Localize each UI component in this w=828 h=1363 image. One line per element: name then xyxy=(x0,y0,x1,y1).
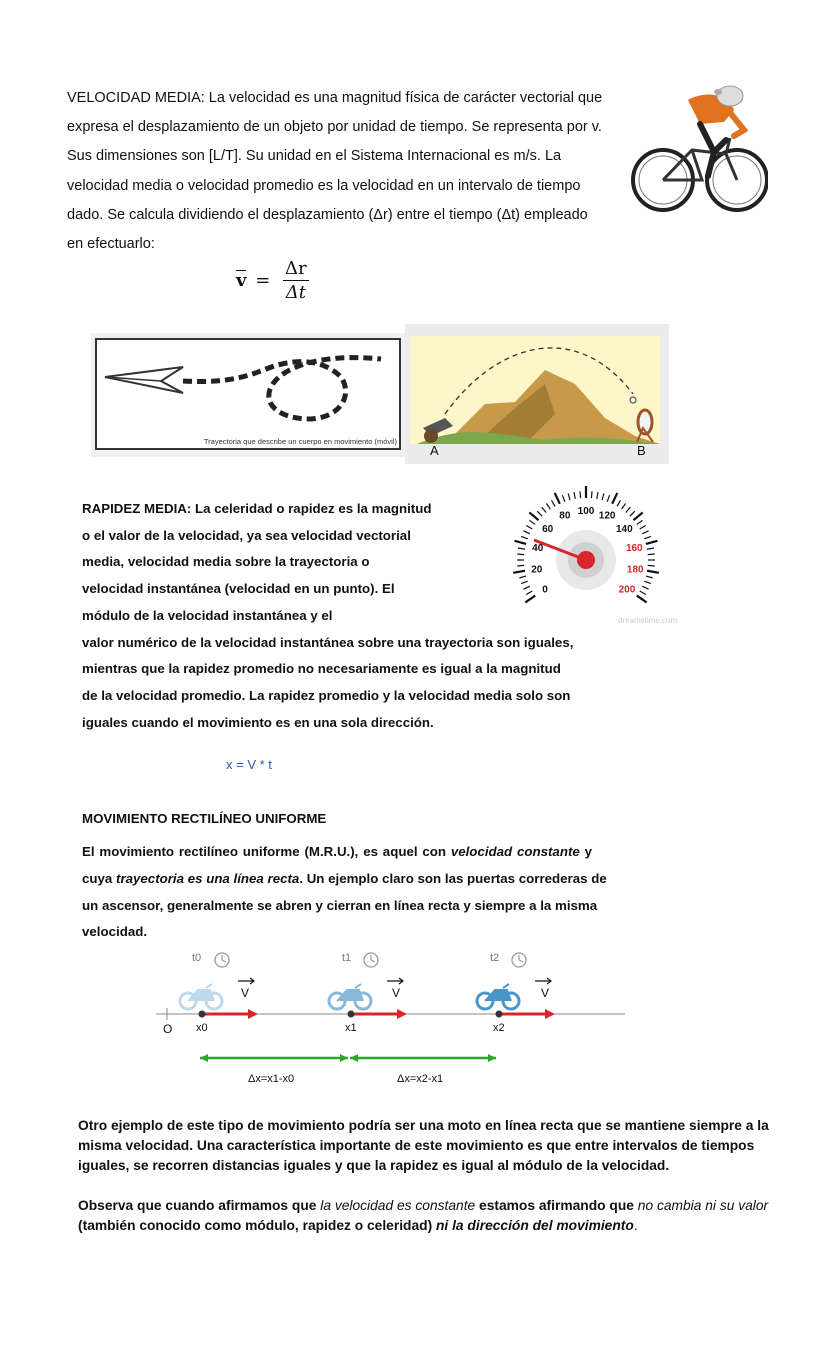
time-label-t0: t0 xyxy=(192,952,202,964)
cyclist-illustration xyxy=(630,80,768,220)
mru-paragraph xyxy=(82,839,607,946)
text-fragment: . Un ejemplo claro son las puertas correderas de xyxy=(299,870,607,886)
projectile-figure xyxy=(405,324,669,464)
speedometer-tick xyxy=(642,531,648,534)
clock-hands-icon xyxy=(519,955,523,962)
speedometer-label: 140 xyxy=(615,523,633,535)
text-fragment: y xyxy=(579,844,592,859)
velocity-label: V xyxy=(392,986,401,1000)
mru-diagram xyxy=(150,946,630,1096)
text-line: RAPIDEZ MEDIA: La celeridad o rapidez es la magnitud xyxy=(82,501,432,516)
text-line: VELOCIDAD MEDIA: La velocidad es una magnitud física de carácter vectorial que xyxy=(67,90,603,106)
position-label-x1: x1 xyxy=(345,1022,357,1034)
rapidez-media-paragraph xyxy=(82,496,573,736)
formula-numerator: Δr xyxy=(285,258,307,279)
text-line: Otro ejemplo de este tipo de movimiento podría ser una moto en línea recta que se mantiene siempre a la xyxy=(78,1118,769,1133)
speedometer-label: 120 xyxy=(598,510,616,522)
speedometer-watermark: dreamstime.com xyxy=(618,616,678,625)
speedometer-tick xyxy=(646,576,653,578)
speedometer-tick xyxy=(607,495,609,502)
text-fragment: (también conocido como módulo, rapidez o celeridad) xyxy=(78,1218,436,1233)
moto-icon xyxy=(329,984,371,1009)
text-fragment-italic: la velocidad es constante xyxy=(320,1198,476,1213)
speedometer-label: 80 xyxy=(559,510,571,522)
text-line: iguales cuando el movimiento es en una sola dirección. xyxy=(82,714,434,730)
formula-lhs: v xyxy=(236,270,247,291)
speedometer-label: 200 xyxy=(618,584,636,596)
speedometer-tick xyxy=(633,512,642,520)
trajectory-figure xyxy=(91,333,405,457)
speedometer-tick xyxy=(647,548,654,549)
text-line: valor numérico de la velocidad instantánea sobre una trayectoria son iguales, xyxy=(82,634,574,650)
projectile-drawing xyxy=(405,324,669,464)
speedometer-label: 0 xyxy=(542,584,548,596)
speedometer-tick xyxy=(648,565,655,566)
text-line: misma velocidad. Una característica importante de este movimiento es que entre intervalos de tiempos xyxy=(78,1138,755,1153)
text-line: módulo de la velocidad instantánea y el xyxy=(82,607,333,623)
speedometer-tick xyxy=(640,591,646,595)
speedometer-label: 40 xyxy=(532,543,544,555)
distance-equation: x = V * t xyxy=(226,757,272,772)
text-line: velocidad media o velocidad promedio es la velocidad en un intervalo de tiempo xyxy=(67,177,581,194)
velocity-label: V xyxy=(541,986,550,1000)
speedometer-tick xyxy=(602,493,604,500)
time-label-t1: t1 xyxy=(342,952,352,964)
speedometer-tick xyxy=(626,507,630,512)
text-fragment-italic: no cambia ni su valor xyxy=(637,1198,769,1213)
position-point xyxy=(496,1011,503,1018)
vector-arrow-icon xyxy=(238,978,254,984)
speedometer-tick xyxy=(637,596,647,603)
speedometer-tick xyxy=(648,554,655,555)
position-point xyxy=(199,1011,206,1018)
speedometer-label: 180 xyxy=(626,564,644,576)
vector-arrow-icon xyxy=(535,978,551,984)
speedometer-tick xyxy=(644,536,651,538)
observa-paragraph xyxy=(78,1196,808,1236)
text-line: dado. Se calcula dividiendo el desplazamiento (Δr) entre el tiempo (Δt) empleado xyxy=(67,206,588,223)
text-line: iguales, se recorren distancias iguales y que la rapidez es igual al módulo de la velocidad. xyxy=(78,1158,670,1173)
text-fragment-italic: trayectoria es una línea recta xyxy=(116,870,300,886)
speedometer-tick xyxy=(630,511,635,516)
formula-eq: = xyxy=(255,270,271,291)
text-line: mientras que la rapidez promedio no necesariamente es igual a la magnitud xyxy=(82,661,561,677)
formula-fraction xyxy=(283,258,309,303)
delta-label-2: Δx=x2-x1 xyxy=(397,1073,444,1085)
text-line xyxy=(78,1196,808,1216)
velocity-formula xyxy=(236,258,309,303)
speedometer-label: 20 xyxy=(531,564,543,576)
position-point xyxy=(348,1011,355,1018)
text-line: Sus dimensiones son [L/T]. Su unidad en el Sistema Internacional es m/s. La xyxy=(67,148,562,165)
speedometer-tick xyxy=(591,491,592,498)
speedometer-tick xyxy=(580,491,581,498)
text-line: velocidad instantánea (velocidad en un punto). El xyxy=(82,581,395,597)
text-fragment: cuya xyxy=(82,870,117,886)
speedometer-tick xyxy=(617,500,621,506)
point-b-label: B xyxy=(637,443,646,458)
time-label-t2: t2 xyxy=(490,952,500,964)
text-line: de la velocidad promedio. La rapidez promedio y la velocidad media solo son xyxy=(82,687,571,703)
moto-icon xyxy=(477,984,519,1009)
mru-diagram-drawing xyxy=(150,946,630,1096)
velocity-arrowhead xyxy=(248,1009,258,1019)
text-line: un ascensor, generalmente se abren y cierran en línea recta y siempre a la misma xyxy=(82,897,598,913)
speedometer-tick xyxy=(644,581,651,583)
speedometer-tick xyxy=(622,503,626,509)
text-line xyxy=(78,1216,808,1236)
speedometer-tick xyxy=(612,493,617,504)
origin-label: O xyxy=(163,1022,173,1036)
clock-hands-icon xyxy=(222,955,226,962)
speedometer-tick xyxy=(597,492,598,499)
point-a-label: A xyxy=(430,443,439,458)
text-line: o el valor de la velocidad, ya sea velocidad vectorial xyxy=(82,527,411,543)
text-fragment-italic: velocidad constante xyxy=(450,844,580,859)
speedometer-tick xyxy=(574,492,575,499)
delta-label-1: Δx=x1-x0 xyxy=(248,1073,295,1085)
velocity-label: V xyxy=(241,986,250,1000)
mru-title: MOVIMIENTO RECTILÍNEO UNIFORME xyxy=(82,811,327,826)
text-line: velocidad. xyxy=(82,924,148,940)
text-line xyxy=(82,839,592,866)
velocity-arrowhead xyxy=(545,1009,555,1019)
position-label-x0: x0 xyxy=(196,1022,208,1034)
text-fragment: Observa que cuando afirmamos que xyxy=(78,1198,321,1213)
speedometer-label: 100 xyxy=(577,506,595,517)
clock-hands-icon xyxy=(371,955,375,962)
text-line xyxy=(82,866,607,893)
text-line: expresa el desplazamiento de un objeto por unidad de tiempo. Se representa por v. xyxy=(67,119,602,136)
speedometer-tick xyxy=(637,520,643,524)
text-line: media, velocidad media sobre la trayectoria o xyxy=(82,554,370,570)
trajectory-caption: Trayectoria que describe un cuerpo en movimiento (móvil) xyxy=(203,437,397,446)
vector-arrow-icon xyxy=(387,978,403,984)
text-fragment-italic: ni la dirección del movimiento xyxy=(436,1218,634,1233)
formula-denominator: Δt xyxy=(285,282,306,303)
text-fragment: estamos afirmando que xyxy=(475,1198,638,1213)
speedometer-label: 60 xyxy=(542,523,554,535)
otro-ejemplo-paragraph xyxy=(78,1116,798,1176)
velocity-arrowhead xyxy=(397,1009,407,1019)
speedometer-label: 160 xyxy=(625,543,643,555)
text-line: en efectuarlo: xyxy=(67,236,155,253)
velocidad-media-paragraph xyxy=(67,84,627,259)
speedometer-hub xyxy=(577,551,595,569)
position-label-x2: x2 xyxy=(493,1022,505,1034)
text-fragment: . xyxy=(633,1218,638,1233)
moto-icon xyxy=(180,984,222,1009)
speedometer-tick xyxy=(646,541,658,544)
speedometer-tick xyxy=(647,571,659,573)
speedometer-tick xyxy=(640,526,646,530)
text-fragment: El movimiento rectilíneo uniforme (M.R.U.), es aquel con xyxy=(82,844,451,859)
speedometer-tick xyxy=(642,586,648,589)
